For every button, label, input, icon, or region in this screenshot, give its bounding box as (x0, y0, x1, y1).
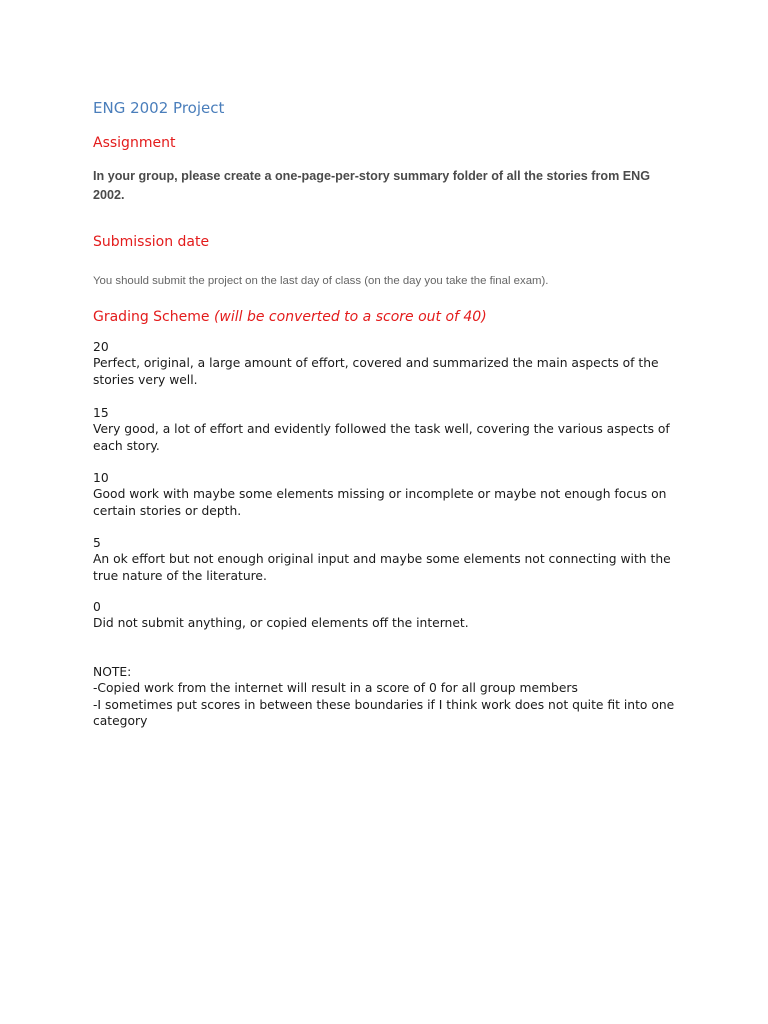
note-line: -I sometimes put scores in between these boundaries if I think work does not quite fit into one category (93, 697, 675, 728)
note-label: NOTE: (93, 665, 132, 679)
grade-score: 15 (93, 406, 109, 420)
grading-heading-note: (will be converted to a score out of 40) (213, 309, 487, 325)
grade-description: An ok effort but not enough original input and maybe some elements not connecting with the true nature of the literature. (93, 552, 671, 583)
grading-heading-label: Grading Scheme (93, 309, 210, 325)
note-block (93, 664, 683, 729)
grade-score: 10 (93, 471, 109, 485)
grade-score: 5 (93, 536, 101, 550)
grade-description: Very good, a lot of effort and evidently followed the task well, covering the various aspects of each story. (93, 422, 670, 453)
assignment-heading: Assignment (93, 135, 176, 151)
grade-item-10 (93, 470, 683, 519)
note-line: -Copied work from the internet will result in a score of 0 for all group members (93, 681, 578, 696)
submission-heading: Submission date (93, 234, 210, 250)
grade-description: Did not submit anything, or copied elements off the internet. (93, 616, 469, 631)
document-title: ENG 2002 Project (93, 99, 225, 117)
grade-description: Good work with maybe some elements missing or incomplete or maybe not enough focus on certain stories or depth. (93, 487, 667, 518)
grade-item-15 (93, 405, 683, 454)
grade-item-20 (93, 339, 683, 388)
submission-text: You should submit the project on the last day of class (on the day you take the final exam). (93, 275, 549, 287)
grade-item-5 (93, 535, 683, 584)
grade-score: 0 (93, 600, 101, 614)
assignment-text: In your group, please create a one-page-per-story summary folder of all the stories from ENG 2002. (93, 169, 651, 202)
grading-heading (93, 309, 487, 325)
grade-item-0 (93, 599, 683, 632)
grade-score: 20 (93, 340, 109, 354)
grade-description: Perfect, original, a large amount of effort, covered and summarized the main aspects of the stories very well. (93, 356, 659, 387)
